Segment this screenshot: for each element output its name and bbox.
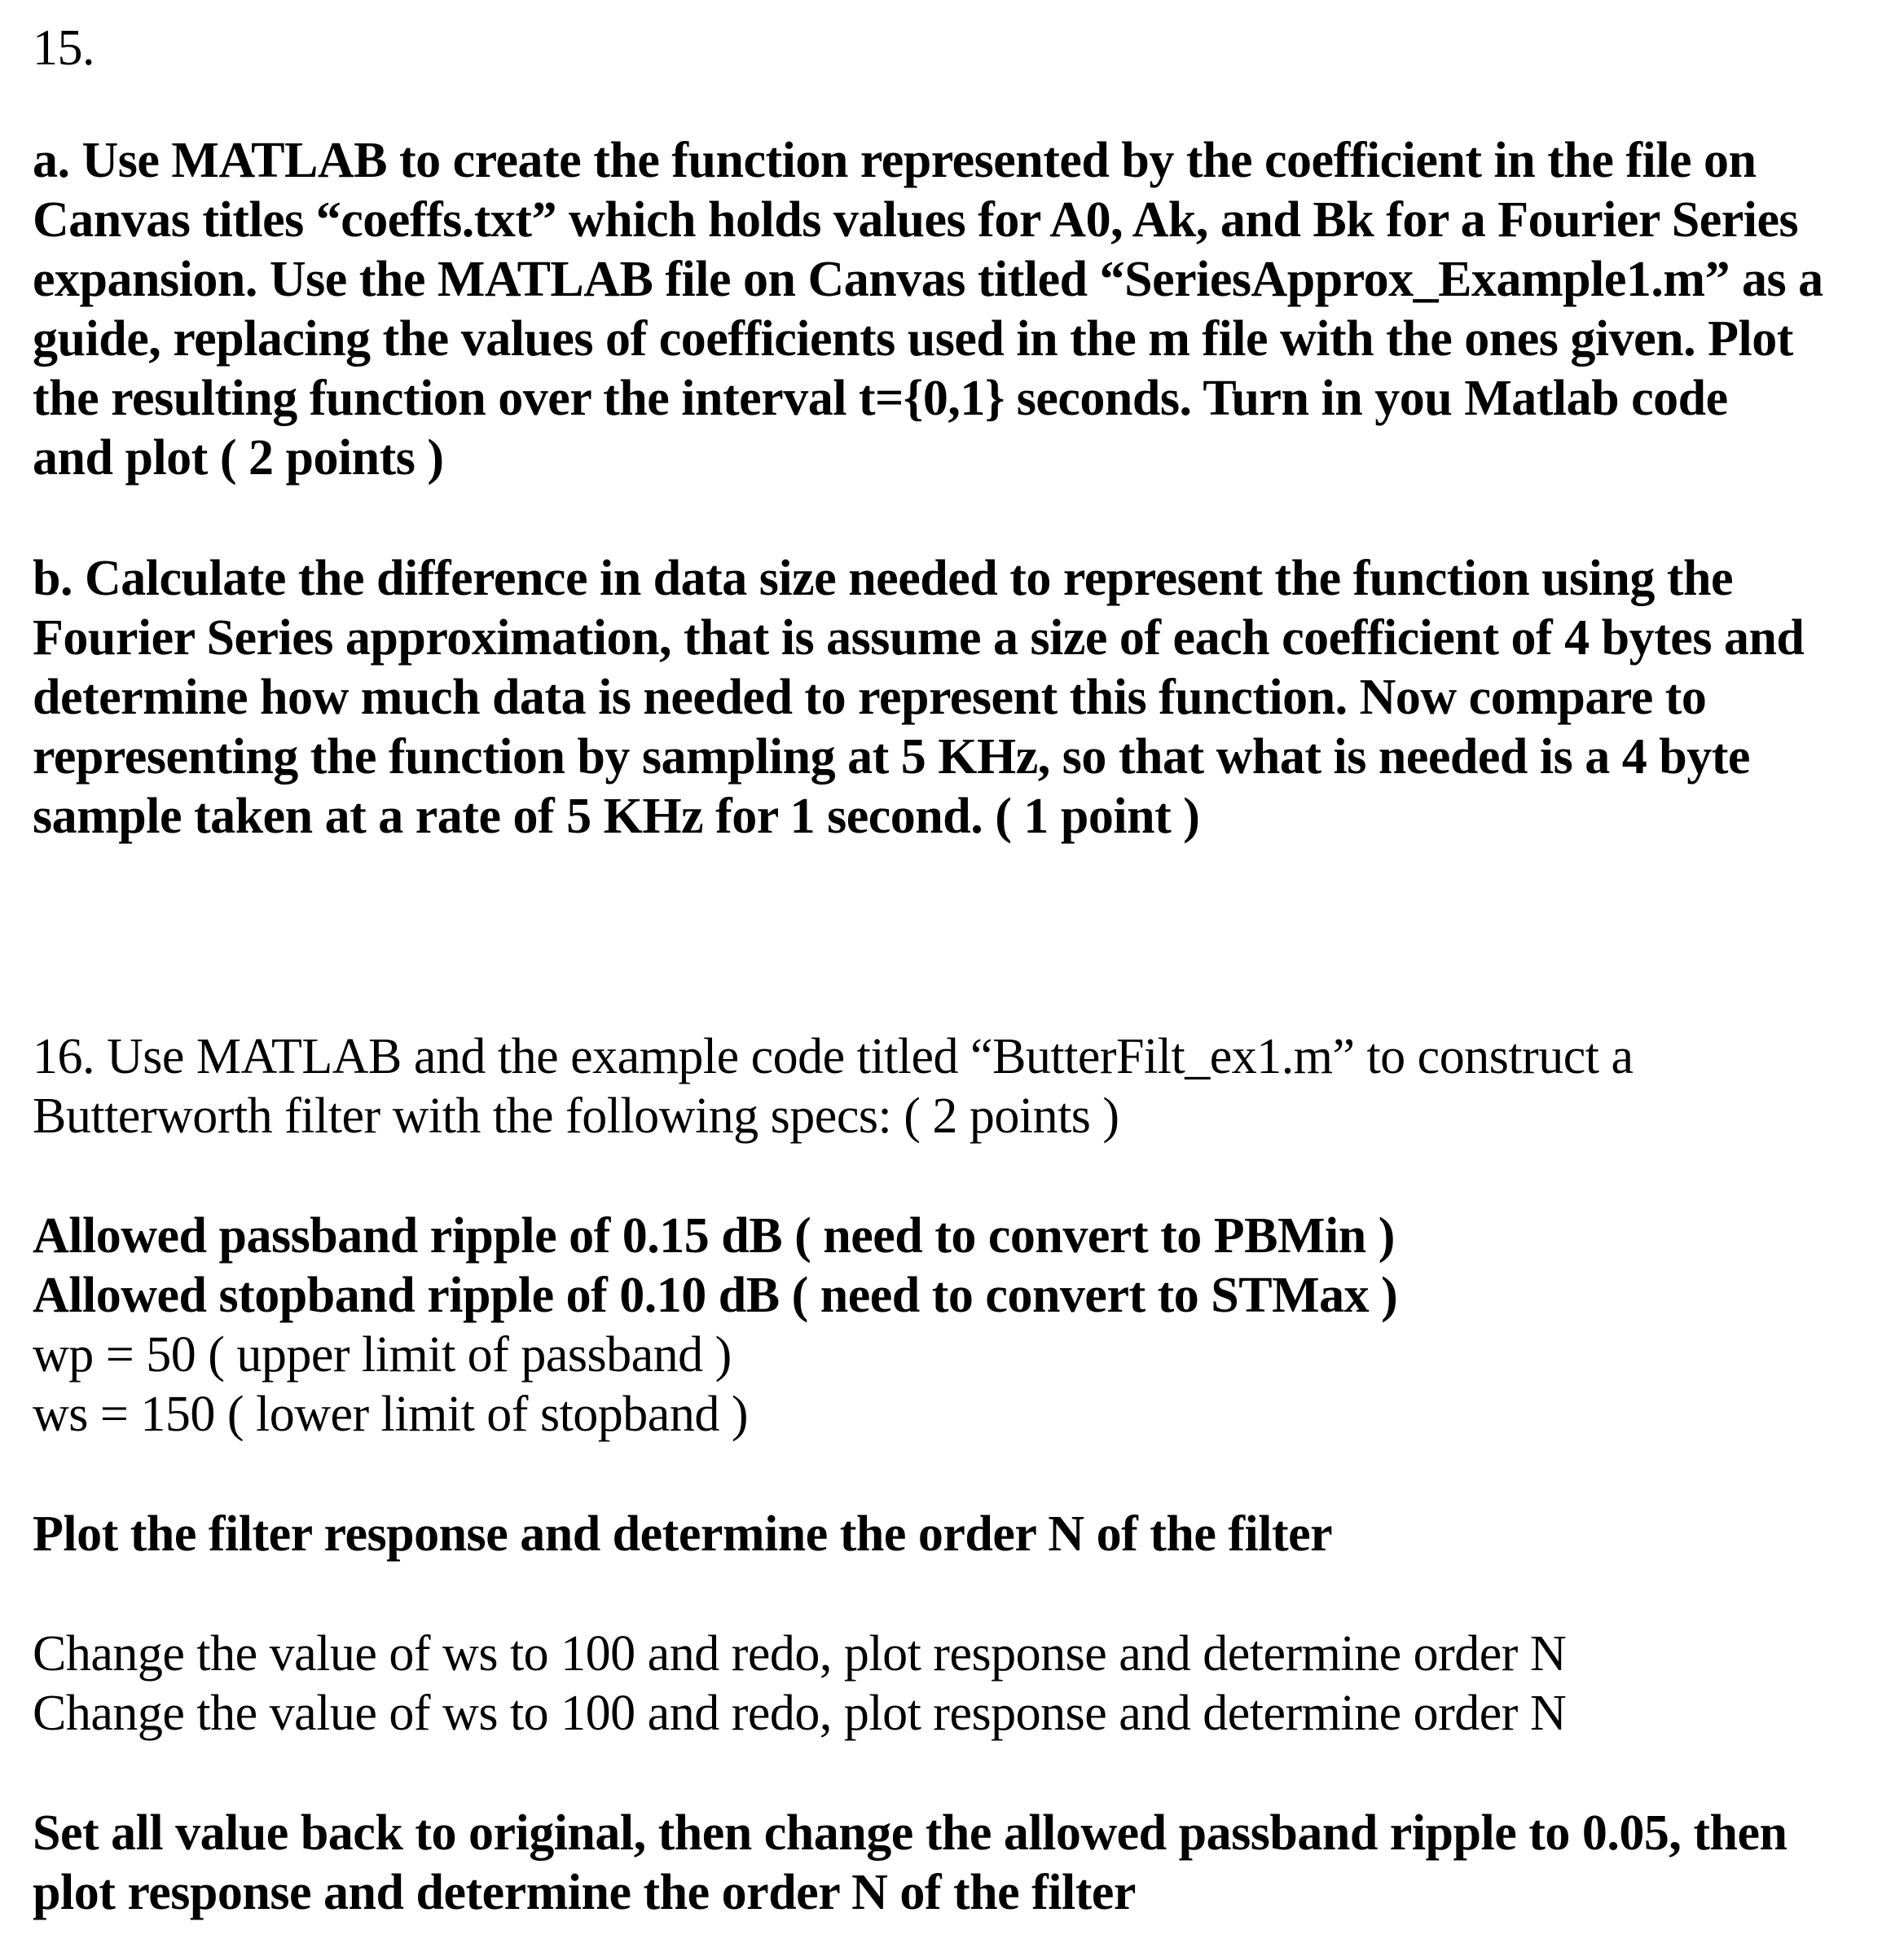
question-15b-line-2: Fourier Series approximation, that is assume a size of each coefficient of 4 bytes and (33, 610, 1805, 666)
question-15b-line-4: representing the function by sampling at 5 KHz, so that what is needed is a 4 byte (33, 729, 1750, 785)
question-15a-line-2: Canvas titles “coeffs.txt” which holds values for A0, Ak, and Bk for a Fourier Series (33, 192, 1799, 248)
change-instruction-2: Change the value of ws to 100 and redo, plot response and determine order N (33, 1686, 1567, 1741)
final-instruction-line-2: plot response and determine the order N of the filter (33, 1865, 1136, 1920)
question-16-intro-line-1: 16. Use MATLAB and the example code titled “ButterFilt_ex1.m” to construct a (33, 1029, 1634, 1084)
change-instruction-1: Change the value of ws to 100 and redo, plot response and determine order N (33, 1626, 1567, 1682)
spec-ws: ws = 150 ( lower limit of stopband ) (33, 1387, 748, 1442)
question-15a-line-3: expansion. Use the MATLAB file on Canvas titled “SeriesApprox_Example1.m” as a (33, 252, 1823, 307)
question-15b-line-1: b. Calculate the difference in data size needed to represent the function using the (33, 551, 1734, 606)
question-15a-line-5: the resulting function over the interval t={0,1} seconds. Turn in you Matlab code (33, 371, 1728, 426)
question-15a-line-6: and plot ( 2 points ) (33, 430, 444, 486)
final-instruction-line-1: Set all value back to original, then change the allowed passband ripple to 0.05, then (33, 1805, 1787, 1861)
question-15a-line-4: guide, replacing the values of coefficients used in the m file with the ones given. Plot (33, 311, 1793, 367)
question-16-intro-line-2: Butterworth filter with the following specs: ( 2 points ) (33, 1088, 1119, 1144)
question-15b-line-3: determine how much data is needed to represent this function. Now compare to (33, 670, 1707, 725)
spec-wp: wp = 50 ( upper limit of passband ) (33, 1327, 732, 1383)
question-15a-line-1: a. Use MATLAB to create the function represented by the coefficient in the file on (33, 133, 1757, 188)
question-15b-line-5: sample taken at a rate of 5 KHz for 1 second. ( 1 point ) (33, 789, 1200, 844)
spec-passband-ripple: Allowed passband ripple of 0.15 dB ( need to convert to PBMin ) (33, 1208, 1395, 1264)
plot-instruction: Plot the filter response and determine the order N of the filter (33, 1506, 1333, 1562)
spec-stopband-ripple: Allowed stopband ripple of 0.10 dB ( need to convert to STMax ) (33, 1268, 1398, 1323)
question-15-number: 15. (33, 20, 95, 76)
